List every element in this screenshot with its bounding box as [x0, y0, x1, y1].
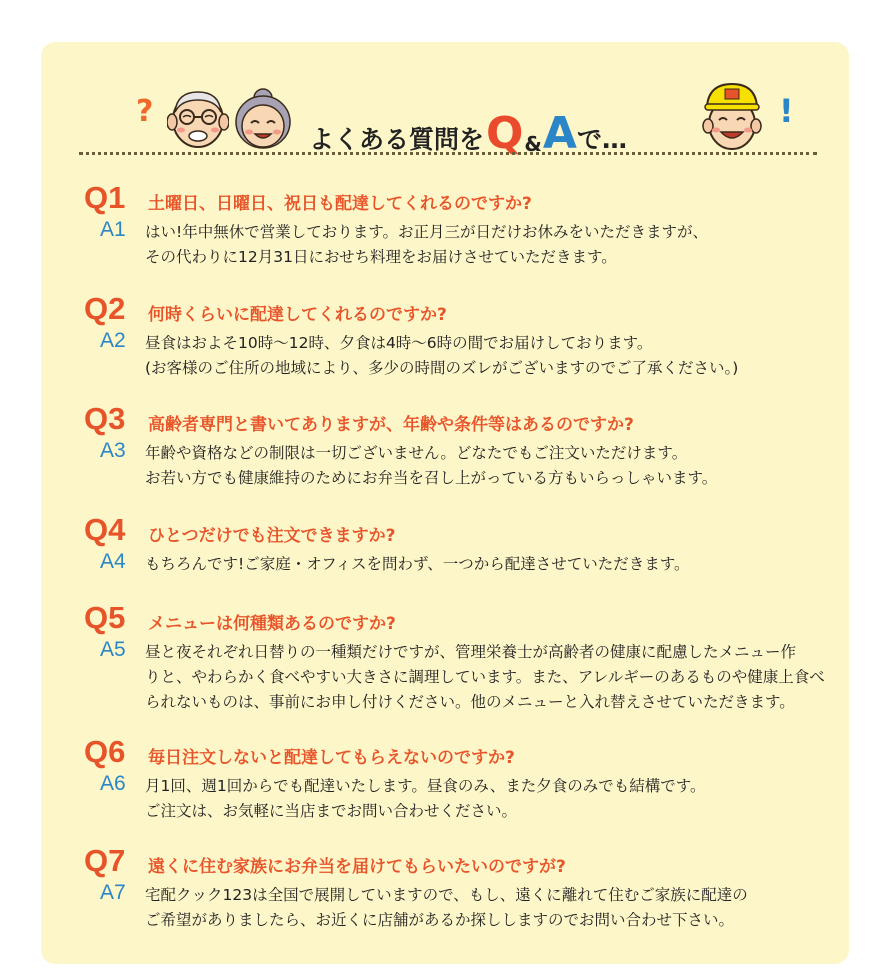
question-text: 遠くに住む家族にお弁当を届けてもらいたいのですが?: [148, 857, 566, 877]
dotted-divider: [79, 152, 817, 155]
answer-label: A6: [100, 772, 126, 795]
answer-label: A4: [100, 550, 126, 573]
question-label: Q1: [84, 180, 126, 215]
answer-line: もちろんです!ご家庭・オフィスを問わず、一つから配達させていただきます。: [145, 555, 690, 573]
question-label: Q4: [84, 512, 126, 547]
question-text: 高齢者専門と書いてありますが、年齢や条件等はあるのですか?: [148, 415, 634, 435]
answer-line: ご希望がありましたら、お近くに店舗があるか探ししますのでお問い合わせ下さい。: [145, 911, 735, 929]
title-suffix: で…: [576, 125, 627, 154]
question-text: 土曜日、日曜日、祝日も配達してくれるのですか?: [148, 194, 532, 214]
question-mark: ?: [136, 94, 154, 129]
answer-text: [145, 331, 835, 381]
answer-text: [145, 220, 835, 270]
question-label: Q2: [84, 291, 126, 326]
answer-label: A1: [100, 218, 126, 241]
answer-line: 月1回、週1回からでも配達いたします。昼食のみ、また夕食のみでも結構です。: [145, 777, 706, 795]
faq-header: [41, 42, 849, 162]
title-prefix: よくある質問を: [309, 125, 485, 154]
answer-text: [145, 640, 835, 715]
question-label: Q5: [84, 600, 126, 635]
answer-text: [145, 552, 835, 577]
answer-text: [145, 441, 835, 491]
answer-line: 昼食はおよそ10時〜12時、夕食は4時〜6時の間でお届けしております。: [145, 334, 653, 352]
answer-line: お若い方でも健康維持のためにお弁当を召し上がっている方もいらっしゃいます。: [145, 469, 718, 487]
answer-line: 年齢や資格などの制限は一切ございません。どなたでもご注文いただけます。: [145, 444, 688, 462]
answer-line: 宅配クック123は全国で展開していますので、もし、遠くに離れて住むご家族に配達の: [145, 886, 748, 904]
answer-line: られないものは、事前にお申し付けください。他のメニューと入れ替えさせていただきます。: [145, 693, 795, 711]
answer-label: A7: [100, 881, 126, 904]
answer-label: A3: [100, 439, 126, 462]
answer-text: [145, 883, 835, 933]
answer-line: (お客様のご住所の地域により、多少の時間のズレがございますのでご了承ください。): [145, 359, 739, 377]
title-q: Q: [486, 108, 524, 159]
question-text: ひとつだけでも注文できますか?: [148, 526, 396, 546]
answer-line: りと、やわらかく食べやすい大きさに調理しています。また、アレルギーのあるものや健康上食べ: [145, 668, 825, 686]
answer-text: [145, 774, 835, 824]
answer-line: その代わりに12月31日におせち料理をお届けさせていただきます。: [145, 248, 617, 266]
answer-line: 昼と夜それぞれ日替りの一種類だけですが、管理栄養士が高齢者の健康に配慮したメニュー作: [145, 643, 797, 661]
delivery-man-face-icon: [701, 80, 763, 152]
page-title: [309, 106, 627, 159]
answer-line: ご注文は、お気軽に当店までお問い合わせください。: [145, 802, 518, 820]
question-label: Q6: [84, 734, 126, 769]
answer-label: A5: [100, 638, 126, 661]
question-label: Q7: [84, 843, 126, 878]
question-text: メニューは何種類あるのですか?: [148, 614, 396, 634]
title-amp: &: [524, 132, 542, 156]
question-text: 何時くらいに配達してくれるのですか?: [148, 305, 447, 325]
answer-line: はい!年中無休で営業しております。お正月三が日だけお休みをいただきますが、: [145, 223, 708, 241]
faq-panel: [41, 42, 849, 964]
answer-label: A2: [100, 329, 126, 352]
elderly-man-face-icon: [167, 86, 229, 150]
question-label: Q3: [84, 401, 126, 436]
exclamation-mark: !: [779, 92, 794, 130]
question-text: 毎日注文しないと配達してもらえないのですか?: [148, 748, 515, 768]
title-a: A: [542, 108, 577, 159]
elderly-woman-face-icon: [233, 88, 293, 150]
